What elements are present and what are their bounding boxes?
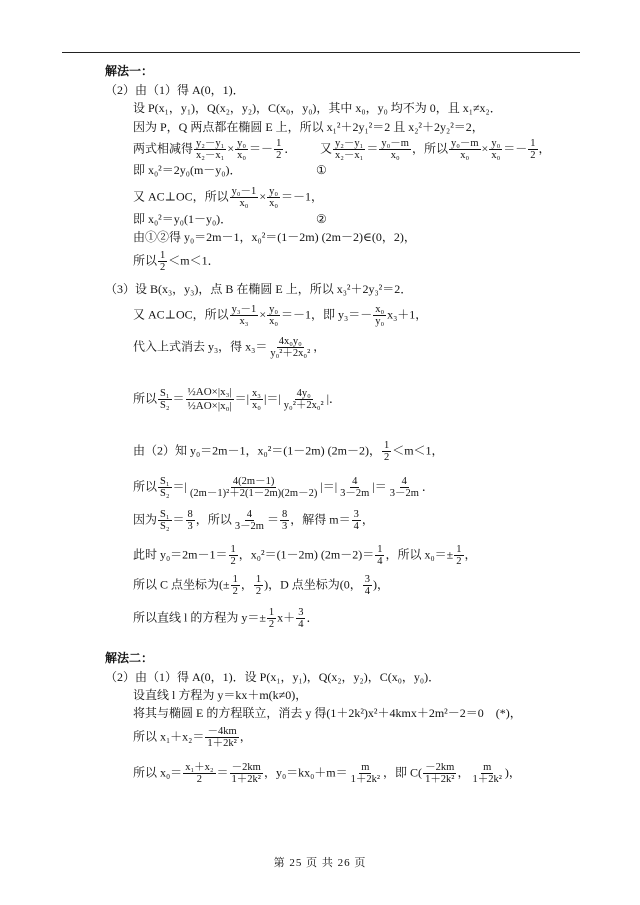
- fraction: [382, 440, 391, 463]
- fraction: [158, 388, 172, 411]
- header-rule: [62, 52, 580, 53]
- m1-line-14: [133, 440, 444, 463]
- text: |＝|: [320, 479, 338, 494]
- m1-line-10: （3）设 B(x₃，y₃)，点 B 在椭圆 E 上，所以 x₃²＋2y₃²＝2．: [105, 282, 413, 296]
- m1-line-18: [133, 574, 389, 597]
- text: ，所以: [195, 512, 232, 527]
- numerator: ½AO×|x₃|: [187, 386, 232, 398]
- numerator: y₀－m: [381, 138, 409, 149]
- denominator: 3: [282, 521, 288, 532]
- text: 所以 C 点坐标为(±: [133, 577, 230, 592]
- text: ，解得 m＝: [290, 512, 351, 527]
- fraction: [158, 509, 172, 532]
- m1-eq-mark-2: ②: [316, 212, 327, 226]
- fraction: [454, 544, 463, 567]
- text: ＝|: [172, 479, 187, 494]
- text: 所以直线 l 的方程为 y＝±: [133, 610, 266, 625]
- text: 由（2）知 y₀＝2m－1，x₀²＝(1－2m) (2m－2)，: [133, 443, 381, 458]
- text: 两式相减得: [133, 141, 194, 156]
- numerator: y₀: [269, 304, 279, 315]
- numerator: 1: [230, 544, 236, 555]
- denominator: 1＋2k²: [472, 774, 502, 785]
- numerator: x₁＋x₂: [185, 762, 214, 773]
- numerator: y₃－1: [231, 304, 257, 315]
- fraction: [267, 304, 280, 327]
- m1-eq-mark-1: ①: [316, 163, 327, 177]
- fraction: [274, 138, 283, 161]
- fraction: [423, 762, 456, 785]
- denominator: 3: [187, 521, 193, 532]
- m1-line-16: [133, 509, 374, 532]
- m1-line-01: （2）由（1）得 A(0，1)．: [105, 83, 245, 97]
- denominator: S₂: [160, 400, 170, 411]
- numerator: y₀: [269, 186, 279, 197]
- fraction: [282, 388, 326, 411]
- m1-line-11: [133, 304, 427, 327]
- denominator: x₀: [237, 150, 247, 161]
- numerator: y₀: [237, 138, 247, 149]
- m1-line-08: 由①②得 y₀＝2m－1，x₀²＝(1－2m) (2m－2)∈(0，2)，: [133, 230, 416, 244]
- fraction: [231, 574, 240, 597]
- method2-heading: 解法二：: [105, 651, 154, 665]
- text: 所以 x₀＝: [133, 765, 183, 780]
- method1-heading: 解法一：: [105, 64, 154, 78]
- fraction: [528, 138, 537, 161]
- fraction: [338, 476, 371, 499]
- numerator: 4x₀y₀: [278, 336, 302, 347]
- m1-line-19: [133, 607, 318, 630]
- text: ＝－: [249, 141, 274, 156]
- fraction: [230, 186, 259, 209]
- denominator: y₀²＋2x₀²: [283, 400, 324, 411]
- fraction: [449, 138, 481, 161]
- fraction: [254, 574, 263, 597]
- text: 又 AC⊥OC，所以: [133, 307, 229, 322]
- text: ＜m＜1．: [168, 253, 220, 268]
- denominator: 2: [383, 452, 390, 463]
- denominator: 2: [230, 556, 236, 567]
- numerator: 1: [456, 544, 462, 555]
- fraction: [205, 726, 238, 749]
- numerator: y₀－1: [231, 186, 257, 197]
- fraction: [158, 476, 172, 499]
- m1-line-17: [133, 544, 477, 567]
- m1-line-09: [133, 250, 220, 273]
- m1-line-04-right: [320, 138, 551, 161]
- numerator: 1: [255, 574, 262, 585]
- text: ×: [259, 307, 267, 322]
- numerator: 4: [352, 476, 358, 487]
- text: ×: [259, 189, 267, 204]
- denominator: x₀: [460, 150, 470, 161]
- fraction: [230, 762, 263, 785]
- text: 所以: [133, 391, 158, 406]
- text: |＝: [372, 479, 387, 494]
- numerator: x₃: [252, 388, 261, 399]
- text: ．: [284, 141, 297, 156]
- numerator: m: [361, 762, 370, 773]
- denominator: 2: [232, 586, 238, 597]
- fraction: [379, 138, 411, 161]
- m1-line-06: [133, 186, 323, 209]
- text: 又 AC⊥OC，所以: [133, 189, 229, 204]
- fraction: [363, 574, 372, 597]
- numerator: 1: [232, 574, 238, 585]
- denominator: 2: [268, 619, 275, 630]
- denominator: 4: [298, 619, 304, 630]
- text: ，: [313, 339, 326, 354]
- fraction: [267, 607, 276, 630]
- denominator: x₀: [252, 400, 261, 411]
- text: x₃＋1，: [387, 307, 428, 322]
- denominator: x₃: [239, 316, 249, 327]
- numerator: 1: [530, 138, 536, 149]
- text: 所以 x₁＋x₂＝: [133, 729, 205, 744]
- denominator: S₂: [160, 488, 170, 499]
- m1-line-05: 即 x₀²＝2y₀(m－y₀)．: [133, 163, 242, 177]
- text: ＝－1，即 y₃＝－: [281, 307, 373, 322]
- text: ＝: [216, 765, 229, 780]
- m1-line-12: [133, 336, 325, 359]
- fraction: [229, 544, 238, 567]
- text: ＝: [366, 141, 379, 156]
- text: ×: [481, 141, 489, 156]
- text: 又: [320, 141, 333, 156]
- text: ，y₀＝kx₀＋m＝: [263, 765, 348, 780]
- text: ，所以: [411, 141, 448, 156]
- text: ．: [306, 610, 319, 625]
- m1-line-13: [133, 386, 341, 413]
- numerator: 4: [246, 509, 253, 520]
- text: ，: [457, 765, 470, 780]
- text: ，所以 x₀＝±: [385, 547, 454, 562]
- denominator: x₀: [269, 316, 279, 327]
- text: ＝－1，: [281, 189, 324, 204]
- numerator: 3: [298, 607, 304, 618]
- denominator: y₀: [375, 316, 385, 327]
- fraction: [388, 476, 421, 499]
- denominator: 1＋2k²: [231, 774, 261, 785]
- numerator: 1: [160, 250, 166, 261]
- fraction: [280, 509, 289, 532]
- numerator: 8: [187, 509, 193, 520]
- text: ．: [421, 479, 434, 494]
- text: ，: [239, 729, 252, 744]
- text: x＋: [277, 610, 296, 625]
- numerator: x₀: [375, 304, 385, 315]
- numerator: m: [483, 762, 492, 773]
- text: )，D 点坐标为(0，: [264, 577, 362, 592]
- text: )，: [373, 577, 390, 592]
- text: 代入上式消去 y₃，得 x₃＝: [133, 339, 268, 354]
- numerator: 1: [383, 440, 390, 451]
- m1-line-07: 即 x₀²＝y₀(1－y₀)．: [133, 212, 233, 226]
- text: |．: [326, 391, 342, 406]
- numerator: y₂－y₁: [335, 138, 364, 149]
- fraction: [352, 509, 361, 532]
- page-footer: 第 25 页 共 26 页: [273, 857, 367, 869]
- fraction: [333, 138, 365, 161]
- denominator: 4: [353, 521, 359, 532]
- fraction: [186, 386, 234, 413]
- numerator: 4(2m－1): [232, 476, 275, 487]
- fraction: [188, 476, 319, 499]
- m1-line-15: [133, 476, 434, 499]
- numerator: 4: [401, 476, 407, 487]
- numerator: S₁: [160, 509, 170, 520]
- numerator: y₂－y₁: [196, 138, 225, 149]
- numerator: y₀－m: [450, 138, 479, 149]
- m2-line-03: 将其与椭圆 E 的方程联立，消去 y 得(1＋2k²)x²＋4kmx＋2m²－2＝0 (*)，: [133, 706, 522, 720]
- text: 此时 y₀＝2m－1＝: [133, 547, 228, 562]
- text: ＜m＜1，: [392, 443, 444, 458]
- fraction: [186, 509, 195, 532]
- denominator: 1＋2k²: [207, 738, 237, 749]
- fraction: [268, 336, 312, 359]
- text: ，x₀²＝(1－2m) (2m－2)＝: [238, 547, 375, 562]
- numerator: 8: [282, 509, 288, 520]
- denominator: x₀: [239, 198, 249, 209]
- text: ，即 C(: [383, 765, 423, 780]
- text: ，: [240, 577, 253, 592]
- numerator: －4km: [207, 726, 237, 737]
- denominator: (2m－1)²＋2(1－2m)(2m－2): [189, 488, 318, 499]
- text: 因为: [133, 512, 158, 527]
- numerator: 1: [276, 138, 282, 149]
- denominator: x₀: [269, 198, 279, 209]
- fraction: [250, 388, 263, 411]
- denominator: 1＋2k²: [350, 774, 381, 785]
- text: ＝－: [503, 141, 528, 156]
- denominator: 2: [276, 150, 282, 161]
- denominator: 2: [456, 556, 462, 567]
- m2-line-02: 设直线 l 方程为 y＝kx＋m(k≠0)，: [133, 688, 308, 702]
- numerator: 1: [268, 607, 275, 618]
- numerator: －2km: [425, 762, 455, 773]
- m1-line-03: 因为 P，Q 两点都在椭圆 E 上，所以 x₁²＋2y₁²＝2 且 x₂²＋2y₂²＝2，: [133, 120, 484, 134]
- text: ×: [227, 141, 235, 156]
- fraction: [470, 762, 503, 785]
- denominator: x₀: [390, 150, 400, 161]
- denominator: x₂－x₁: [196, 150, 225, 161]
- text: 所以: [133, 253, 158, 268]
- denominator: 3－2m: [234, 521, 264, 532]
- fraction: [233, 509, 266, 532]
- denominator: 2: [160, 262, 166, 273]
- numerator: S₁: [160, 476, 170, 487]
- text: ，: [538, 141, 551, 156]
- text: ＝|: [234, 391, 250, 406]
- m1-line-02: 设 P(x₁，y₁)，Q(x₂，y₂)，C(x₀，y₀)，其中 x₀，y₀ 均不为 0，且 x₁≠x₂．: [133, 101, 502, 115]
- denominator: ½AO×|x₀|: [187, 400, 232, 412]
- denominator: 3－2m: [389, 488, 419, 499]
- denominator: 4: [364, 586, 371, 597]
- m2-line-04: [133, 726, 252, 749]
- numerator: 3: [364, 574, 371, 585]
- numerator: 4y₀: [296, 388, 311, 399]
- text: |＝|: [263, 391, 281, 406]
- numerator: －2km: [231, 762, 261, 773]
- denominator: 4: [377, 556, 383, 567]
- m1-line-04: [133, 138, 296, 161]
- text: ，: [361, 512, 374, 527]
- text: ，: [464, 547, 477, 562]
- numerator: 3: [353, 509, 359, 520]
- numerator: y₀: [491, 138, 501, 149]
- denominator: S₂: [160, 521, 170, 532]
- text: ＝: [172, 512, 185, 527]
- fraction: [375, 544, 384, 567]
- fraction: [489, 138, 502, 161]
- denominator: y₀²＋2x₀²: [270, 348, 311, 359]
- numerator: S₁: [160, 388, 170, 399]
- fraction: [235, 138, 248, 161]
- text: ＝: [172, 391, 185, 406]
- denominator: 2: [196, 774, 202, 785]
- denominator: x₂－x₁: [335, 150, 364, 161]
- fraction: [194, 138, 226, 161]
- m2-line-01: （2）由（1）得 A(0，1)．设 P(x₁，y₁)，Q(x₂，y₂)，C(x₀，y₀)．: [105, 670, 441, 684]
- numerator: 1: [377, 544, 383, 555]
- fraction: [158, 250, 167, 273]
- denominator: 3－2m: [340, 488, 370, 499]
- denominator: 1＋2k²: [425, 774, 455, 785]
- denominator: 2: [255, 586, 262, 597]
- fraction: [230, 304, 259, 327]
- text: )，: [504, 765, 521, 780]
- fraction: [183, 762, 215, 785]
- denominator: x₀: [491, 150, 501, 161]
- fraction: [373, 304, 386, 327]
- fraction: [349, 762, 382, 785]
- fraction: [267, 186, 280, 209]
- text: ＝: [266, 512, 279, 527]
- m2-line-05: [133, 762, 521, 785]
- fraction: [296, 607, 305, 630]
- denominator: 2: [530, 150, 536, 161]
- text: 所以: [133, 479, 158, 494]
